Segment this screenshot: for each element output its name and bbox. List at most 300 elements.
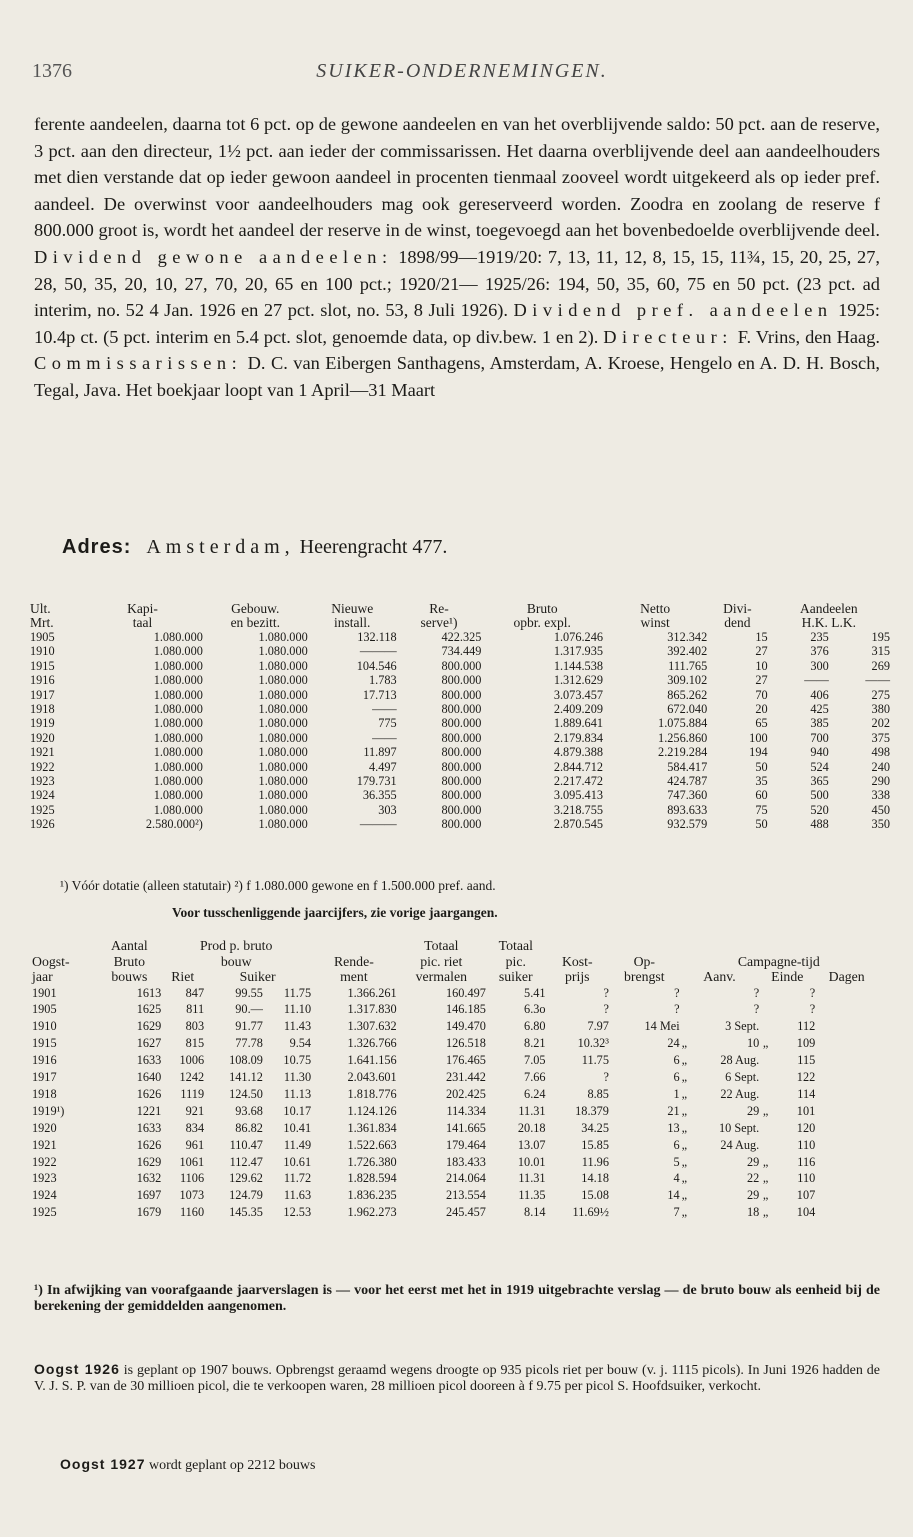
commissarissen-text: D. C. van Eibergen Santhagens, Amsterdam, A. Kroese, Hengelo en A. D. H. Bosch, Tegal, Java. Het boekjaar loopt van 1 April—31 Maart xyxy=(34,353,880,400)
harvest-cell: 1061 xyxy=(179,1154,205,1169)
financial-cell: 10 xyxy=(755,658,768,673)
harvest-table xyxy=(32,938,878,1221)
harvest-cell: 24 xyxy=(667,1036,680,1051)
financial-cell: 1.080.000 xyxy=(258,745,308,760)
harvest-row xyxy=(32,1001,878,1018)
financial-cell: 338 xyxy=(871,788,890,803)
harvest-cell: 6 xyxy=(673,1070,680,1085)
harvest-cell: 1.726.380 xyxy=(347,1154,397,1169)
financial-cell: 1923 xyxy=(30,774,55,789)
harvest-cell: 11.31 xyxy=(518,1103,546,1118)
harvest-cell: „ xyxy=(681,1137,688,1152)
harvest-cell: 1.522.663 xyxy=(347,1137,397,1152)
financial-cell: 800.000 xyxy=(441,774,482,789)
financial-cell: —— xyxy=(865,673,890,688)
harvest-cell: 6.3o xyxy=(524,1002,546,1017)
harvest-cell: 1629 xyxy=(136,1154,162,1169)
harvest-cell: „ xyxy=(681,1171,688,1186)
financial-cell: 1.076.246 xyxy=(553,630,603,644)
harvest-column-header: Bruto xyxy=(113,953,146,969)
page-number: 1376 xyxy=(32,60,72,82)
harvest-cell: 1925 xyxy=(32,1205,57,1220)
harvest-cell: 11.75 xyxy=(283,985,312,1000)
financial-cell: 75 xyxy=(755,802,768,817)
harvest-cell: 6 xyxy=(673,1053,680,1068)
harvest-cell: 1916 xyxy=(32,1053,57,1068)
financial-cell: 4.497 xyxy=(369,759,397,774)
financial-cell: 1.080.000 xyxy=(153,788,203,803)
financial-cell: 450 xyxy=(871,802,890,817)
harvest-cell: 124.79 xyxy=(229,1188,263,1203)
harvest-cell: 11.31 xyxy=(518,1171,546,1186)
harvest-cell xyxy=(759,1069,772,1086)
harvest-cell: 120 xyxy=(796,1120,816,1135)
harvest-cell: 1160 xyxy=(179,1205,205,1220)
harvest-cell: 1626 xyxy=(136,1137,162,1152)
financial-cell: 500 xyxy=(810,788,829,803)
harvest-cell: 11.30 xyxy=(283,1070,312,1085)
harvest-cell: 11.63 xyxy=(283,1188,312,1203)
financial-cell: 2.870.545 xyxy=(553,817,603,832)
harvest-cell: 108.09 xyxy=(229,1053,263,1068)
financial-cell: 70 xyxy=(755,687,768,702)
financial-row xyxy=(30,702,890,716)
financial-cell: 893.633 xyxy=(667,802,708,817)
harvest-column-header: Aantal xyxy=(110,938,148,953)
harvest-row xyxy=(32,1086,878,1103)
financial-column-header: Aandeelen xyxy=(799,601,858,616)
harvest-cell: 1.124.126 xyxy=(347,1103,397,1118)
financial-cell: 17.713 xyxy=(362,687,397,702)
financial-cell: 1.080.000 xyxy=(258,817,308,832)
harvest-cell: ? xyxy=(809,1002,816,1017)
harvest-cell: 1.836.235 xyxy=(347,1188,397,1203)
financial-row xyxy=(30,817,890,831)
harvest-cell: 183.433 xyxy=(445,1154,486,1169)
harvest-cell: 10.41 xyxy=(283,1120,312,1135)
financial-cell: 2.219.284 xyxy=(658,745,708,760)
financial-column-header: en bezitt. xyxy=(230,615,281,630)
harvest-column-header: Op- xyxy=(633,953,656,969)
harvest-cell: 149.470 xyxy=(445,1019,486,1034)
financial-column-header: opbr. expl. xyxy=(513,615,571,630)
financial-cell: 800.000 xyxy=(441,788,482,803)
financial-row xyxy=(30,774,890,788)
harvest-cell: 20.18 xyxy=(517,1120,546,1135)
harvest-cell: 11.75 xyxy=(581,1053,609,1068)
harvest-cell: 14 xyxy=(667,1188,680,1203)
financial-cell: 1.080.000 xyxy=(258,802,308,817)
financial-cell: 1.889.641 xyxy=(553,716,603,731)
harvest-cell: 22 xyxy=(746,1171,760,1186)
harvest-cell: ? xyxy=(753,985,760,1000)
harvest-cell: 11.69½ xyxy=(572,1205,609,1220)
harvest-cell: 12.53 xyxy=(283,1205,312,1220)
financial-cell: —— xyxy=(372,730,397,745)
harvest-column-header: Dagen xyxy=(828,969,865,984)
harvest-row xyxy=(32,1154,878,1171)
harvest-cell: 24 Aug. xyxy=(720,1137,760,1152)
harvest-cell: 1924 xyxy=(32,1188,57,1203)
harvest-cell: 3 Sept. xyxy=(725,1019,760,1034)
financial-cell: 1.080.000 xyxy=(258,644,308,659)
harvest-cell: 107 xyxy=(796,1188,816,1203)
harvest-cell: 90.— xyxy=(235,1002,263,1017)
harvest-cell: 146.185 xyxy=(445,1002,486,1017)
financial-cell: 940 xyxy=(810,745,829,760)
financial-cell: 747.360 xyxy=(667,788,708,803)
harvest-cell: 6.80 xyxy=(524,1019,546,1034)
harvest-cell xyxy=(680,1001,690,1018)
harvest-column-header: Aanv. xyxy=(703,969,736,984)
harvest-cell: 110 xyxy=(797,1171,816,1186)
dividend-gewone-label: Dividend gewone aandeelen: xyxy=(34,246,393,267)
financial-cell: 1924 xyxy=(30,788,55,803)
harvest-cell: 1679 xyxy=(136,1205,162,1220)
financial-cell: 195 xyxy=(871,630,890,644)
harvest-cell: 1629 xyxy=(136,1019,162,1034)
harvest-column-header: bouw xyxy=(220,953,252,969)
harvest-cell: 2.043.601 xyxy=(347,1070,397,1085)
commissarissen-label: Commissarissen: xyxy=(34,353,243,374)
financial-cell: 800.000 xyxy=(441,702,482,717)
harvest-cell: „ xyxy=(762,1036,769,1051)
harvest-cell: ? xyxy=(674,1002,680,1017)
financial-cell: 425 xyxy=(810,702,829,717)
harvest-cell: 18 xyxy=(746,1205,760,1220)
harvest-1926-text: is geplant op 1907 bouws. Opbrengst geraamd wegens droogte op 935 picols riet per bouw (v. j. 1115 picols). In Juni 1926 hadden de V. J. S. P. van de 30 millioen picol, die te verkoopen waren, 28 millioen picol dooreen à f 9.75 per picol S. Hoofdsuiker, verkocht. xyxy=(34,1363,880,1394)
harvest-column-header: Kost- xyxy=(561,953,593,969)
harvest-cell: 1073 xyxy=(179,1188,205,1203)
financial-cell: 1.080.000 xyxy=(153,673,203,688)
harvest-cell: 93.68 xyxy=(235,1103,263,1118)
harvest-cell: „ xyxy=(762,1171,769,1186)
harvest-table-footnote: ¹) In afwijking van voorafgaande jaarverslagen is — voor het eerst met het in 1919 uitgebrachte verslag — de bruto bouw als eenheid bij de berekening der gemiddelden aangenomen. xyxy=(34,1283,880,1314)
dividend-pref-text: 1925: 10.4p ct. (5 pct. interim en 5.4 pct. slot, genoemde data, op div.bew. 1 en 2). xyxy=(34,300,880,347)
harvest-cell: 1632 xyxy=(136,1171,162,1186)
financial-cell: 1.080.000 xyxy=(153,730,203,745)
harvest-column-header: Totaal xyxy=(424,938,459,953)
financial-column-header: H.K. L.K. xyxy=(801,615,856,630)
financial-cell: 1926 xyxy=(30,817,55,832)
financial-cell: 100 xyxy=(749,730,768,745)
harvest-cell: 1.307.632 xyxy=(347,1019,397,1034)
harvest-cell: 112 xyxy=(797,1019,816,1034)
harvest-cell: 11.72 xyxy=(283,1171,312,1186)
harvest-cell xyxy=(759,1052,772,1069)
harvest-cell: 4 xyxy=(673,1171,680,1186)
financial-row xyxy=(30,630,890,644)
harvest-cell: 1640 xyxy=(136,1070,162,1085)
harvest-table-body xyxy=(32,985,878,1222)
harvest-table-header xyxy=(32,938,878,985)
financial-cell: 1925 xyxy=(30,802,55,817)
financial-cell: 1.144.538 xyxy=(553,658,603,673)
harvest-cell: 10.75 xyxy=(283,1053,312,1068)
harvest-cell: 961 xyxy=(185,1137,205,1152)
harvest-column-header xyxy=(32,938,97,954)
financial-column-header: Divi- xyxy=(723,601,752,616)
harvest-1926-note xyxy=(34,1362,880,1394)
financial-cell: 800.000 xyxy=(441,730,482,745)
financial-cell: 800.000 xyxy=(441,759,482,774)
financial-cell: 269 xyxy=(871,658,890,673)
harvest-column-header: vermalen xyxy=(415,969,467,984)
financial-row xyxy=(30,745,890,759)
financial-cell: 1.080.000 xyxy=(258,774,308,789)
harvest-cell: 1.641.156 xyxy=(347,1053,397,1068)
financial-cell: 1.080.000 xyxy=(153,716,203,731)
harvest-column-header: brengst xyxy=(623,969,665,984)
financial-cell: 1.312.629 xyxy=(553,673,603,688)
harvest-header-row xyxy=(32,969,878,985)
harvest-cell: 15.08 xyxy=(581,1188,609,1203)
financial-cell: —— xyxy=(372,702,397,717)
harvest-cell: 11.49 xyxy=(283,1137,312,1152)
harvest-cell: 1697 xyxy=(136,1188,162,1203)
harvest-cell: 6.24 xyxy=(524,1086,546,1101)
harvest-cell: 1242 xyxy=(179,1070,205,1085)
financial-cell: 111.765 xyxy=(668,658,708,673)
financial-cell: 15 xyxy=(755,630,768,644)
financial-cell: 1.080.000 xyxy=(258,687,308,702)
harvest-cell xyxy=(759,985,772,1002)
harvest-row xyxy=(32,1103,878,1120)
financial-cell: 380 xyxy=(871,702,890,717)
financial-cell: 1.080.000 xyxy=(153,644,203,659)
financial-cell: 2.580.000²) xyxy=(145,817,203,832)
harvest-row xyxy=(32,1187,878,1204)
harvest-cell: 99.55 xyxy=(235,985,263,1000)
harvest-header-row xyxy=(32,938,878,954)
harvest-cell: 1633 xyxy=(136,1053,162,1068)
financial-cell: 1.080.000 xyxy=(153,802,203,817)
financial-cell: 1.080.000 xyxy=(258,702,308,717)
financial-cell: 65 xyxy=(755,716,768,731)
financial-cell: 132.118 xyxy=(357,630,397,644)
harvest-cell: 1627 xyxy=(136,1036,162,1051)
directeur-label: Directeur: xyxy=(603,326,733,347)
financial-cell: 584.417 xyxy=(667,759,708,774)
harvest-cell: 1920 xyxy=(32,1120,57,1135)
harvest-cell: 77.78 xyxy=(235,1036,263,1051)
harvest-cell: 6 xyxy=(673,1137,680,1152)
financial-cell: 1.075.884 xyxy=(658,716,708,731)
harvest-1927-text: wordt geplant op 2212 bouws xyxy=(148,1458,316,1473)
financial-cell: 1.080.000 xyxy=(153,745,203,760)
financial-column-header: winst xyxy=(640,615,670,630)
harvest-row xyxy=(32,1052,878,1069)
financial-cell: 3.073.457 xyxy=(553,687,603,702)
harvest-cell: 803 xyxy=(185,1019,205,1034)
financial-cell: 932.579 xyxy=(667,817,708,832)
financial-cell: 2.179.834 xyxy=(553,730,603,745)
harvest-row xyxy=(32,1204,878,1221)
harvest-cell: 1918 xyxy=(32,1086,57,1101)
harvest-cell: 15.85 xyxy=(581,1137,609,1152)
harvest-row xyxy=(32,1170,878,1187)
financial-cell: 1920 xyxy=(30,730,55,745)
harvest-cell: 1.361.834 xyxy=(347,1120,397,1135)
financial-cell: 1916 xyxy=(30,673,55,688)
financial-cell: 1919 xyxy=(30,716,55,731)
harvest-column-header: pic. xyxy=(505,953,526,969)
harvest-cell: 160.497 xyxy=(445,985,486,1000)
harvest-header-row xyxy=(32,954,878,970)
harvest-cell: 1119 xyxy=(180,1086,205,1101)
harvest-cell: 104 xyxy=(796,1205,816,1220)
financial-cell: 422.325 xyxy=(441,630,482,644)
financial-cell: 1.080.000 xyxy=(258,788,308,803)
harvest-cell xyxy=(759,1137,772,1154)
harvest-cell: „ xyxy=(681,1070,688,1085)
financial-cell: 104.546 xyxy=(356,658,397,673)
financial-cell: 1.080.000 xyxy=(258,730,308,745)
financial-cell: 235 xyxy=(810,630,829,644)
financial-cell: 1.080.000 xyxy=(153,687,203,702)
harvest-cell: 14.18 xyxy=(581,1171,609,1186)
address-label: Adres: xyxy=(62,536,132,558)
financial-cell: 1.080.000 xyxy=(258,630,308,644)
financial-table-footnote: ¹) Vóór dotatie (alleen statutair) ²) f 1.080.000 gewone en f 1.500.000 pref. aand. xyxy=(60,878,496,893)
financial-cell: 1.080.000 xyxy=(258,759,308,774)
harvest-cell: 1.818.776 xyxy=(347,1086,397,1101)
harvest-cell: 114.334 xyxy=(446,1103,486,1118)
financial-row xyxy=(30,644,890,658)
harvest-cell: 1.962.273 xyxy=(347,1205,397,1220)
harvest-cell: 245.457 xyxy=(445,1205,486,1220)
harvest-cell: „ xyxy=(681,1036,688,1051)
harvest-row xyxy=(32,1035,878,1052)
harvest-cell: 1106 xyxy=(179,1171,205,1186)
address-city: Amsterdam, xyxy=(146,536,295,558)
financial-cell: 376 xyxy=(810,644,829,659)
harvest-cell: 9.54 xyxy=(289,1036,312,1051)
financial-table-header xyxy=(30,602,890,630)
harvest-row xyxy=(32,1137,878,1154)
harvest-cell: 1919¹) xyxy=(32,1103,65,1118)
harvest-column-header: bouws xyxy=(111,969,148,984)
financial-column-header: dend xyxy=(724,615,751,630)
harvest-cell: 1625 xyxy=(136,1002,162,1017)
financial-cell: 524 xyxy=(810,759,829,774)
harvest-cell: 202.425 xyxy=(445,1086,486,1101)
financial-cell: 3.095.413 xyxy=(553,788,603,803)
harvest-cell: 1905 xyxy=(32,1002,57,1017)
harvest-cell: 213.554 xyxy=(445,1188,486,1203)
harvest-cell: 10 xyxy=(746,1036,760,1051)
harvest-column-header: Prod p. bruto xyxy=(199,938,273,953)
financial-cell: 1.256.860 xyxy=(658,730,708,745)
financial-row xyxy=(30,716,890,730)
financial-header-row xyxy=(30,616,890,630)
financial-cell: 800.000 xyxy=(441,716,482,731)
financial-row xyxy=(30,673,890,687)
financial-cell: 406 xyxy=(810,687,829,702)
financial-column-header: Re- xyxy=(429,601,449,616)
harvest-row xyxy=(32,1120,878,1137)
header-spacer xyxy=(546,938,816,954)
financial-cell: 1.080.000 xyxy=(258,716,308,731)
harvest-cell: 5.41 xyxy=(524,985,546,1000)
harvest-cell: 1626 xyxy=(136,1086,162,1101)
financial-cell: 1.080.000 xyxy=(153,702,203,717)
financial-cell: 1.080.000 xyxy=(258,673,308,688)
financial-column-header: Ult. xyxy=(30,601,51,616)
harvest-cell: 11.10 xyxy=(283,1002,312,1017)
financial-cell: 488 xyxy=(810,817,829,832)
harvest-column-header: Oogst- xyxy=(32,953,70,969)
financial-cell: 202 xyxy=(871,716,890,731)
harvest-cell: 1006 xyxy=(179,1053,205,1068)
harvest-cell: 1 xyxy=(673,1086,680,1101)
financial-column-header: install. xyxy=(334,615,371,630)
harvest-cell: 114 xyxy=(797,1086,816,1101)
harvest-cell: 214.064 xyxy=(445,1171,486,1186)
harvest-cell: 14 Mei xyxy=(644,1019,680,1034)
financial-cell: 1.317.935 xyxy=(553,644,603,659)
harvest-cell: 10.32³ xyxy=(577,1036,609,1051)
harvest-cell xyxy=(680,1018,690,1035)
financial-row xyxy=(30,803,890,817)
harvest-cell: 10.61 xyxy=(283,1154,312,1169)
harvest-cell: 1.317.830 xyxy=(347,1002,397,1017)
financial-cell: 194 xyxy=(749,745,768,760)
harvest-cell: „ xyxy=(762,1205,769,1220)
financial-table-body xyxy=(30,630,890,832)
harvest-1926-label: Oogst 1926 xyxy=(34,1361,120,1377)
running-title: SUIKER-ONDERNEMINGEN. xyxy=(316,60,608,82)
harvest-cell: 13.07 xyxy=(517,1137,546,1152)
harvest-cell: 7.97 xyxy=(587,1019,609,1034)
financial-cell: 800.000 xyxy=(441,687,482,702)
address-line xyxy=(62,536,862,559)
financial-cell: 300 xyxy=(810,658,829,673)
harvest-cell: 34.25 xyxy=(581,1120,609,1135)
financial-cell: 424.787 xyxy=(667,774,708,789)
harvest-column-header: suiker xyxy=(498,969,533,984)
financial-column-header: Bruto xyxy=(526,601,558,616)
harvest-1927-label: Oogst 1927 xyxy=(60,1456,146,1472)
financial-cell: 50 xyxy=(755,817,768,832)
harvest-cell: 112.47 xyxy=(229,1154,263,1169)
financial-cell: 498 xyxy=(871,745,890,760)
harvest-cell: „ xyxy=(681,1053,688,1068)
harvest-cell: 126.518 xyxy=(445,1036,486,1051)
harvest-cell: 6 Sept. xyxy=(725,1070,760,1085)
harvest-cell: 8.85 xyxy=(587,1086,609,1101)
financial-cell: 1.080.000 xyxy=(153,759,203,774)
harvest-cell: 29 xyxy=(746,1188,760,1203)
harvest-cell: 122 xyxy=(796,1070,816,1085)
harvest-row xyxy=(32,985,878,1002)
harvest-cell: 7 xyxy=(673,1205,680,1220)
harvest-cell: 1221 xyxy=(136,1103,162,1118)
harvest-cell: 1921 xyxy=(32,1137,57,1152)
harvest-column-header: pic. riet xyxy=(420,953,463,969)
harvest-cell: 847 xyxy=(185,985,205,1000)
harvest-cell: 29 xyxy=(746,1154,760,1169)
financial-cell: 179.731 xyxy=(356,774,397,789)
harvest-column-header: Einde xyxy=(771,969,804,984)
harvest-cell: „ xyxy=(762,1103,769,1118)
body-paragraph xyxy=(34,111,880,404)
harvest-column-header: Riet xyxy=(171,969,195,984)
harvest-cell xyxy=(759,1120,772,1137)
financial-column-header: Kapi- xyxy=(127,601,158,616)
harvest-cell: 1.366.261 xyxy=(347,985,397,1000)
harvest-cell: 86.82 xyxy=(235,1120,263,1135)
